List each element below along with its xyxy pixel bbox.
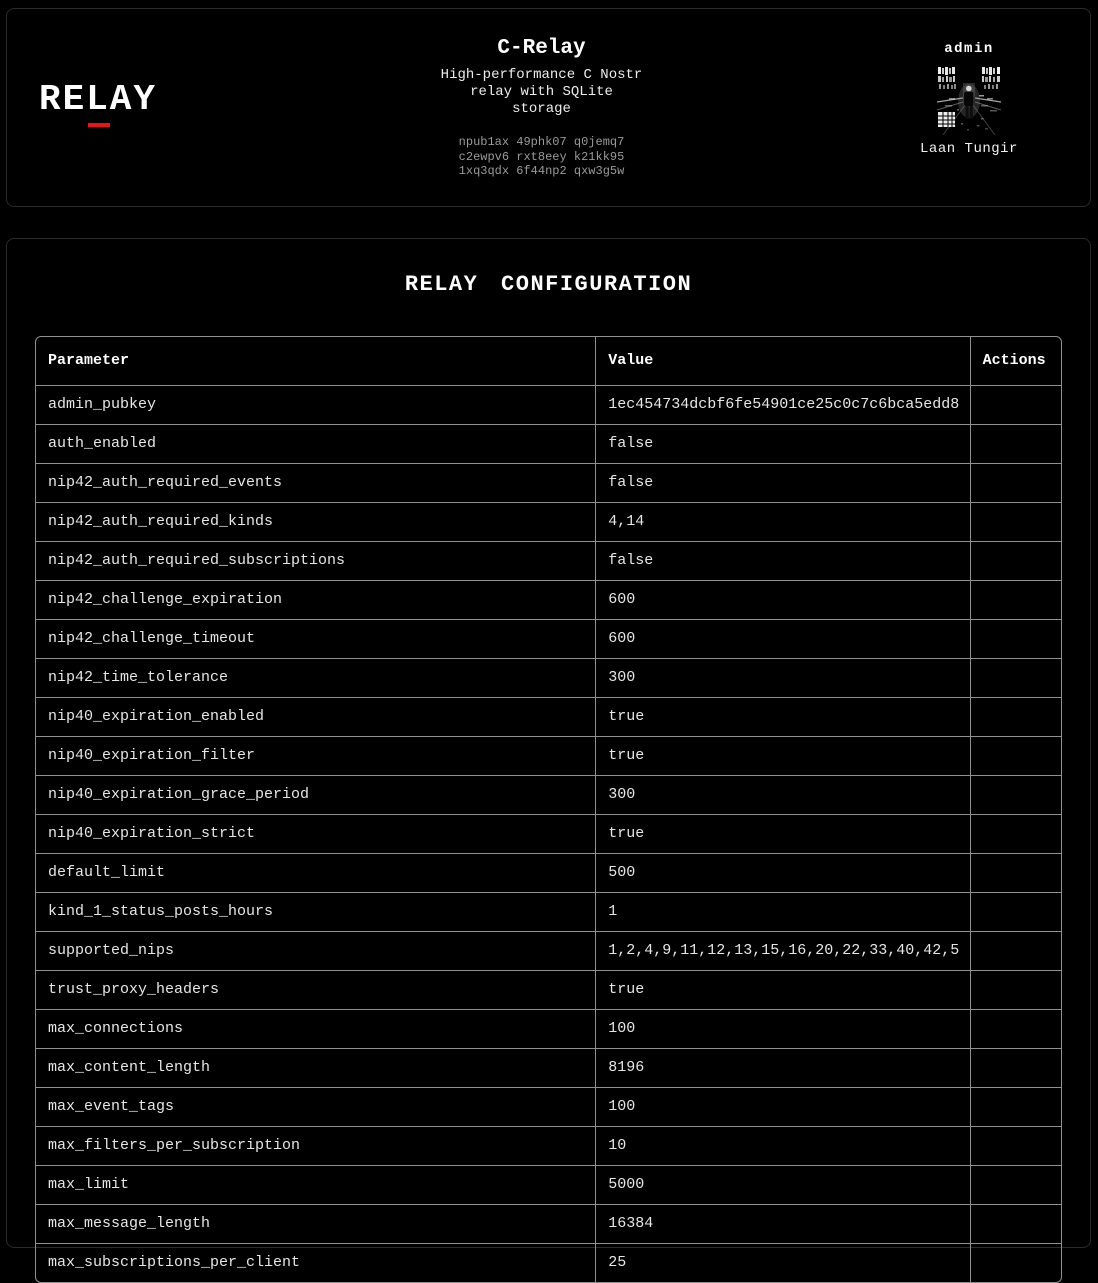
value-cell: false	[596, 464, 970, 503]
parameter-cell: max_filters_per_subscription	[36, 1127, 596, 1166]
relay-logo	[39, 80, 339, 141]
parameter-cell: max_content_length	[36, 1049, 596, 1088]
value-cell: 8196	[596, 1049, 970, 1088]
value-cell: 1,2,4,9,11,12,13,15,16,20,22,33,40,42,5	[596, 932, 970, 971]
relay-subtitle: High-performance C Nostr relay with SQLite storage	[440, 67, 643, 118]
relay-info-block	[339, 35, 744, 186]
parameter-cell: nip42_challenge_expiration	[36, 581, 596, 620]
admin-name: Laan Tungir	[920, 141, 1018, 157]
npub-line: npub1ax 49phk07 q0jemq7	[458, 135, 625, 150]
table-row	[36, 386, 1062, 425]
parameter-cell: max_subscriptions_per_client	[36, 1244, 596, 1283]
table-row	[36, 425, 1062, 464]
actions-cell	[970, 542, 1061, 581]
table-row	[36, 1127, 1062, 1166]
value-cell: 600	[596, 581, 970, 620]
value-cell: 1ec454734dcbf6fe54901ce25c0c7c6bca5edd8	[596, 386, 970, 425]
actions-cell	[970, 932, 1061, 971]
admin-block	[894, 35, 1044, 186]
actions-cell	[970, 503, 1061, 542]
parameter-cell: auth_enabled	[36, 425, 596, 464]
parameter-cell: nip40_expiration_grace_period	[36, 776, 596, 815]
value-cell: false	[596, 542, 970, 581]
table-row	[36, 698, 1062, 737]
actions-cell	[970, 737, 1061, 776]
parameter-cell: max_event_tags	[36, 1088, 596, 1127]
table-row	[36, 854, 1062, 893]
config-heading: RELAY CONFIGURATION	[404, 272, 693, 297]
relay-title: C-Relay	[497, 37, 586, 60]
table-row	[36, 1244, 1062, 1283]
admin-role-label: admin	[944, 41, 994, 57]
table-row	[36, 659, 1062, 698]
actions-cell	[970, 893, 1061, 932]
value-cell: 600	[596, 620, 970, 659]
parameter-cell: default_limit	[36, 854, 596, 893]
parameter-cell: nip42_challenge_timeout	[36, 620, 596, 659]
parameter-cell: nip40_expiration_filter	[36, 737, 596, 776]
relay-logo-text: RELAY	[39, 79, 158, 121]
table-row	[36, 503, 1062, 542]
npub-line: c2ewpv6 rxt8eey k21kk95	[458, 149, 625, 164]
value-cell: false	[596, 425, 970, 464]
table-row	[36, 893, 1062, 932]
value-cell: 16384	[596, 1205, 970, 1244]
value-cell: 1	[596, 893, 970, 932]
npub-line: 1xq3qdx 6f44np2 qxw3g5w	[458, 164, 625, 179]
value-cell: 25	[596, 1244, 970, 1283]
table-row	[36, 815, 1062, 854]
column-header-value: Value	[596, 337, 970, 386]
value-cell: 100	[596, 1010, 970, 1049]
value-cell: true	[596, 815, 970, 854]
parameter-cell: nip42_auth_required_kinds	[36, 503, 596, 542]
logo-red-underline	[88, 123, 110, 127]
value-cell: 500	[596, 854, 970, 893]
config-table	[35, 336, 1062, 1283]
table-row	[36, 581, 1062, 620]
parameter-cell: max_connections	[36, 1010, 596, 1049]
table-row	[36, 464, 1062, 503]
parameter-cell: trust_proxy_headers	[36, 971, 596, 1010]
table-row	[36, 932, 1062, 971]
actions-cell	[970, 854, 1061, 893]
parameter-cell: admin_pubkey	[36, 386, 596, 425]
config-table-body	[36, 386, 1062, 1283]
table-row	[36, 776, 1062, 815]
actions-cell	[970, 386, 1061, 425]
actions-cell	[970, 698, 1061, 737]
header-card	[6, 8, 1091, 207]
parameter-cell: max_message_length	[36, 1205, 596, 1244]
actions-cell	[970, 1088, 1061, 1127]
actions-cell	[970, 1049, 1061, 1088]
actions-cell	[970, 620, 1061, 659]
admin-avatar-photo[interactable]	[936, 65, 1002, 135]
parameter-cell: nip42_auth_required_events	[36, 464, 596, 503]
value-cell: 100	[596, 1088, 970, 1127]
table-row	[36, 1049, 1062, 1088]
actions-cell	[970, 464, 1061, 503]
actions-cell	[970, 1205, 1061, 1244]
value-cell: true	[596, 971, 970, 1010]
actions-cell	[970, 1166, 1061, 1205]
actions-cell	[970, 659, 1061, 698]
actions-cell	[970, 815, 1061, 854]
value-cell: 5000	[596, 1166, 970, 1205]
table-row	[36, 1010, 1062, 1049]
table-row	[36, 620, 1062, 659]
parameter-cell: nip42_time_tolerance	[36, 659, 596, 698]
table-row	[36, 737, 1062, 776]
column-header-actions: Actions	[970, 337, 1061, 386]
table-row	[36, 542, 1062, 581]
value-cell: 300	[596, 776, 970, 815]
actions-cell	[970, 425, 1061, 464]
actions-cell	[970, 1244, 1061, 1283]
value-cell: 300	[596, 659, 970, 698]
table-row	[36, 1088, 1062, 1127]
actions-cell	[970, 581, 1061, 620]
value-cell: true	[596, 698, 970, 737]
value-cell: true	[596, 737, 970, 776]
value-cell: 10	[596, 1127, 970, 1166]
table-row	[36, 971, 1062, 1010]
actions-cell	[970, 971, 1061, 1010]
actions-cell	[970, 1010, 1061, 1049]
parameter-cell: nip40_expiration_strict	[36, 815, 596, 854]
parameter-cell: kind_1_status_posts_hours	[36, 893, 596, 932]
parameter-cell: supported_nips	[36, 932, 596, 971]
config-card	[6, 238, 1091, 1271]
value-cell: 4,14	[596, 503, 970, 542]
parameter-cell: max_limit	[36, 1166, 596, 1205]
parameter-cell: nip40_expiration_enabled	[36, 698, 596, 737]
config-table-wrap	[35, 336, 1062, 1283]
parameter-cell: nip42_auth_required_subscriptions	[36, 542, 596, 581]
actions-cell	[970, 1127, 1061, 1166]
table-header-row	[36, 337, 1062, 386]
relay-npub	[339, 135, 744, 179]
column-header-parameter: Parameter	[36, 337, 596, 386]
table-row	[36, 1205, 1062, 1244]
table-row	[36, 1166, 1062, 1205]
actions-cell	[970, 776, 1061, 815]
